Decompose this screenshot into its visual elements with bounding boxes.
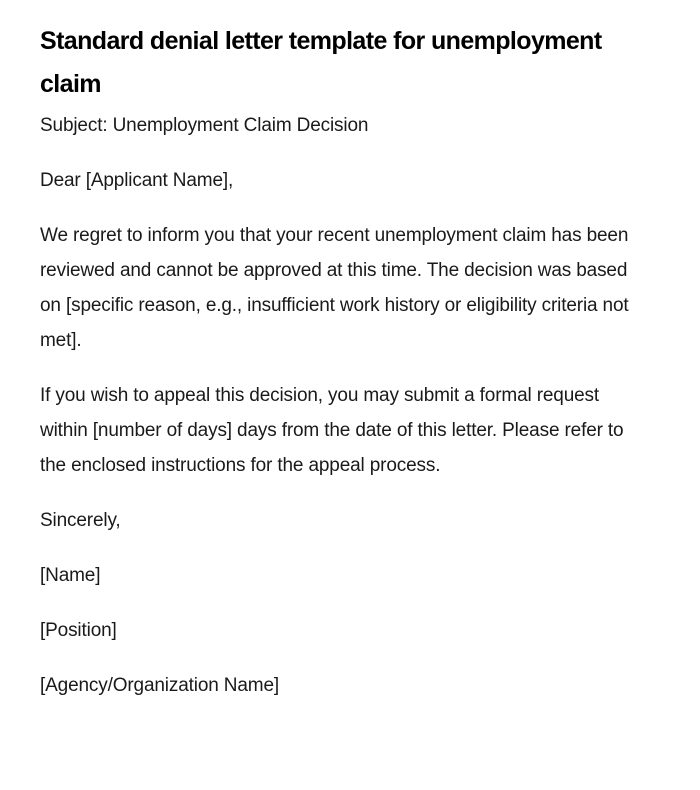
- body-paragraph-denial: We regret to inform you that your recent unemployment claim has been reviewed and cannot be approved at this time. The decision was based on [specific reason, e.g., insufficient work history or eligibility criteria not met].: [40, 225, 629, 351]
- signature-organization: [Agency/Organization Name]: [40, 675, 279, 696]
- signature-position: [Position]: [40, 620, 117, 641]
- subject-line: Subject: Unemployment Claim Decision: [40, 115, 369, 136]
- closing: Sincerely,: [40, 510, 121, 531]
- page-title: Standard denial letter template for unemployment claim: [40, 27, 602, 98]
- signature-name: [Name]: [40, 565, 101, 586]
- salutation: Dear [Applicant Name],: [40, 170, 234, 191]
- body-paragraph-appeal: If you wish to appeal this decision, you may submit a formal request within [number of days] days from the date of this letter. Please refer to the enclosed instructions for the appeal process.: [40, 385, 624, 476]
